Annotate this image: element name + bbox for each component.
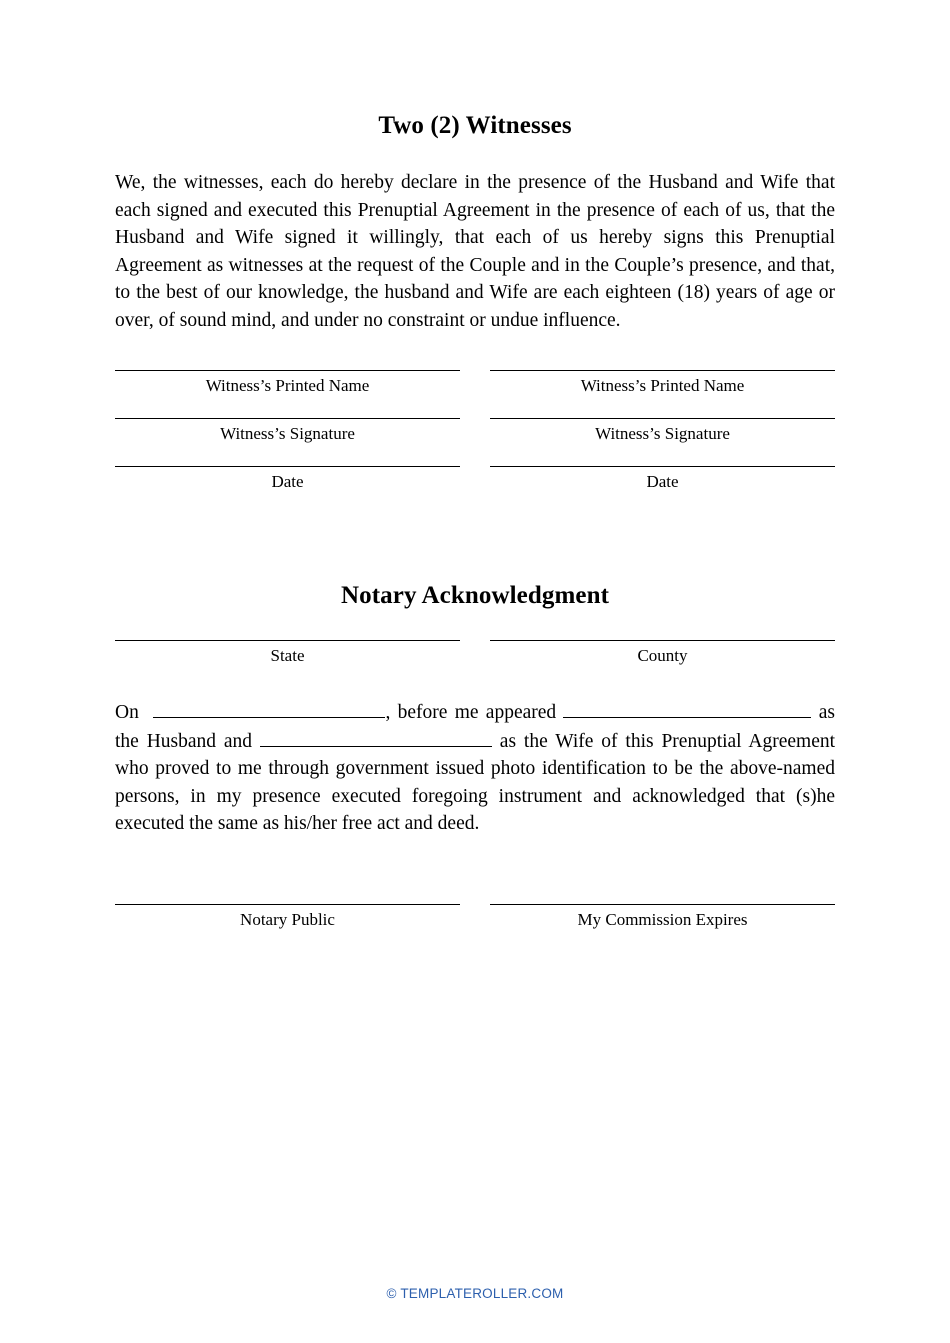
witness-section-title: Two (2) Witnesses: [378, 112, 572, 139]
notary-public-column: [115, 904, 460, 952]
notary-paragraph: [115, 688, 835, 838]
witness-signature-field-left[interactable]: [115, 418, 460, 444]
notary-section-title: Notary Acknowledgment: [340, 582, 610, 609]
witness-date-field-right[interactable]: [490, 466, 835, 492]
witness-printed-name-field-left[interactable]: [115, 370, 460, 396]
commission-expires-column: [490, 904, 835, 952]
witness-printed-name-caption-left: Witness’s Printed Name: [205, 376, 370, 395]
notary-section: [115, 514, 835, 952]
witness-printed-name-field-right[interactable]: [490, 370, 835, 396]
commission-expires-field[interactable]: [490, 904, 835, 930]
notary-signature-grid: [115, 904, 835, 952]
witness-date-field-left[interactable]: [115, 466, 460, 492]
notary-husband-blank[interactable]: [563, 698, 811, 718]
notary-wife-blank[interactable]: [260, 727, 492, 747]
notary-par-part2: , before me appeared: [385, 702, 557, 723]
notary-state-column: [115, 640, 460, 688]
notary-par-part4: as the Wife of this Prenuptial Agreement who proved to me through government issued photo identification to be the above-named persons, in my presence executed foregoing instrument and acknowledged that (s)he executed the same as his/her free act and deed.: [115, 730, 836, 834]
witness-paragraph: We, the witnesses, each do hereby declare in the presence of the Husband and Wife that each signed and executed this Prenuptial Agreement in the presence of each of us, that the Husband and Wife signed it willingly, that each of us hereby signs this Prenuptial Agreement as witnesses at the request of the Couple and in the Couple’s presence, and that, to the best of our knowledge, the husband and Wife are each eighteen (18) years of age or over, of sound mind, and under no constraint or undue influence.: [115, 172, 835, 331]
witness-signature-caption-left: Witness’s Signature: [220, 424, 355, 443]
notary-state-county-grid: [115, 640, 835, 688]
witness-date-caption-left: Date: [271, 472, 304, 491]
footer-link[interactable]: © TEMPLATEROLLER.COM: [386, 1286, 564, 1301]
notary-public-field[interactable]: [115, 904, 460, 930]
county-caption: County: [637, 646, 688, 665]
state-caption: State: [270, 646, 305, 665]
witness-section: [115, 0, 835, 514]
notary-public-caption: Notary Public: [240, 909, 335, 929]
notary-par-part3: as the Husband and: [115, 702, 836, 752]
county-field[interactable]: [490, 640, 835, 666]
witness-printed-name-caption-right: Witness’s Printed Name: [580, 376, 745, 395]
witness-signature-caption-right: Witness’s Signature: [595, 424, 730, 443]
footer-watermark: [0, 1286, 950, 1301]
notary-date-blank[interactable]: [153, 698, 385, 718]
witness-right-column: [490, 370, 835, 514]
notary-county-column: [490, 640, 835, 688]
commission-expires-caption: My Commission Expires: [577, 909, 748, 929]
notary-par-part1: On: [115, 702, 139, 723]
state-field[interactable]: [115, 640, 460, 666]
witness-date-caption-right: Date: [646, 472, 679, 491]
witness-signature-field-right[interactable]: [490, 418, 835, 444]
witness-signature-grid: [115, 370, 835, 514]
witness-left-column: [115, 370, 460, 514]
